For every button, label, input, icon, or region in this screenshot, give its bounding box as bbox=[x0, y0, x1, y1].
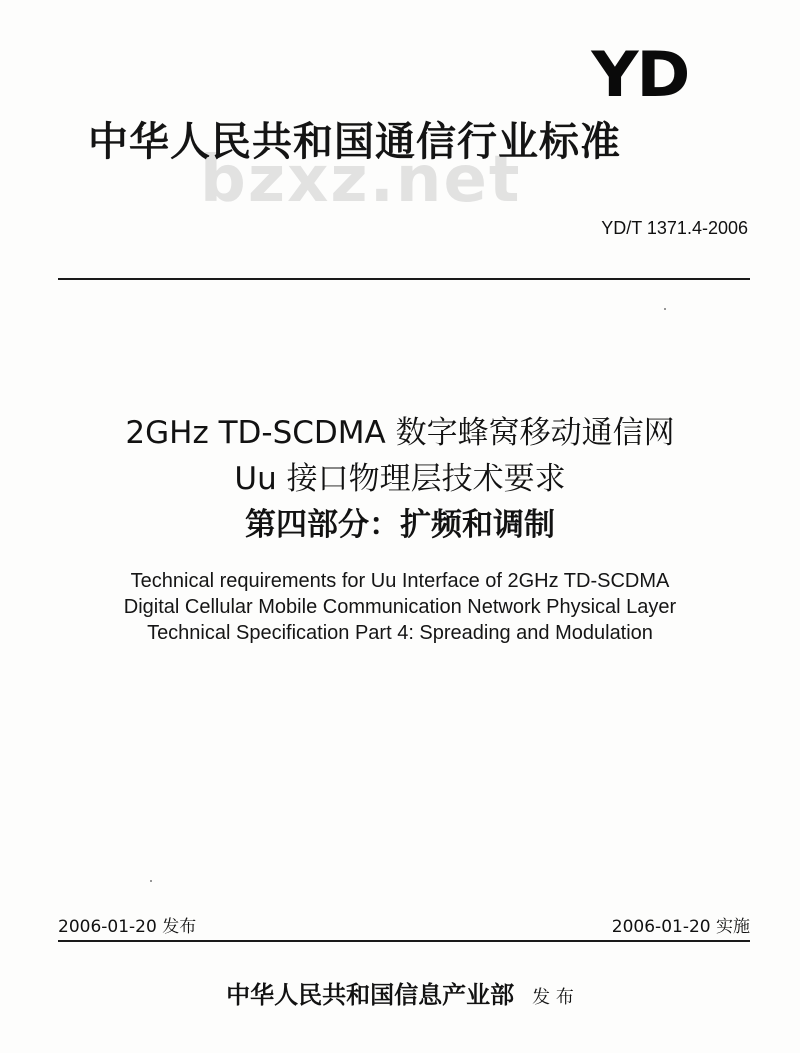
chinese-title-line-1: 2GHz TD-SCDMA 数字蜂窝移动通信网 bbox=[125, 415, 675, 451]
yd-logo: YD bbox=[591, 38, 688, 111]
chinese-title-line-3: 第四部分：扩频和调制 bbox=[245, 507, 555, 543]
issue-date: 2006-01-20 发布 bbox=[58, 917, 197, 937]
publisher-verb: 发 布 bbox=[532, 987, 574, 1008]
standard-category-title: 中华人民共和国通信行业标准 bbox=[88, 119, 621, 165]
scan-speck bbox=[664, 308, 666, 310]
scan-speck bbox=[150, 880, 152, 882]
publisher-line bbox=[0, 975, 800, 1010]
chinese-title-block bbox=[0, 410, 800, 548]
english-title-line-3: Technical Specification Part 4: Spreading and Modulation bbox=[147, 622, 653, 644]
implementation-date: 2006-01-20 实施 bbox=[611, 917, 750, 937]
publisher-name: 中华人民共和国信息产业部 bbox=[226, 980, 515, 1009]
bottom-divider bbox=[58, 940, 750, 942]
watermark: bzxz.net bbox=[200, 143, 522, 217]
chinese-title-line-2: Uu 接口物理层技术要求 bbox=[234, 461, 566, 497]
dates-row bbox=[58, 912, 750, 938]
english-title-line-2: Digital Cellular Mobile Communication Network Physical Layer bbox=[123, 596, 677, 618]
top-divider bbox=[58, 278, 750, 280]
standard-number: YD/T 1371.4-2006 bbox=[601, 218, 748, 238]
english-title-block bbox=[0, 568, 800, 646]
english-title-line-1: Technical requirements for Uu Interface of 2GHz TD-SCDMA bbox=[130, 570, 670, 592]
